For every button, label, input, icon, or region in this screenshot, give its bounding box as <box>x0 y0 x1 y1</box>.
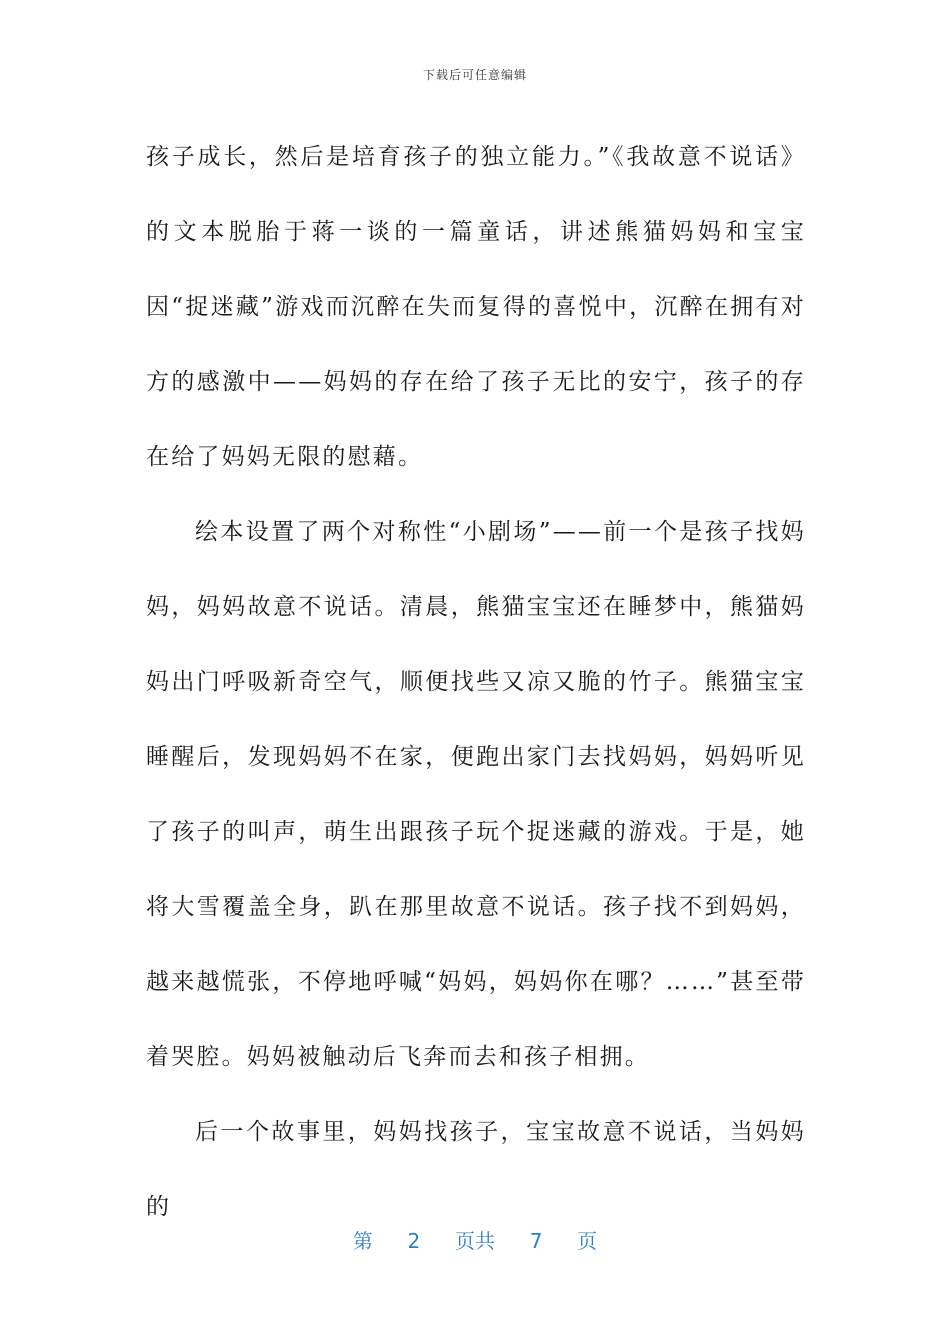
footer-page-word: 第 <box>352 1229 373 1253</box>
paragraph-1: 孩子成长，然后是培育孩子的独立能力。”《我故意不说话》的文本脱胎于蒋一谈的一篇童话，讲述熊猫妈妈和宝宝因“捉迷藏”游戏而沉醉在失而复得的喜悦中，沉醉在拥有对方的感激中——妈妈的存在给了孩子无比的安宁，孩子的存在给了妈妈无限的慰藉。 <box>146 144 806 470</box>
footer-total-word: 页共 <box>455 1229 495 1253</box>
document-body <box>146 120 806 1245</box>
footer-total-pages: 7 <box>529 1229 543 1253</box>
paragraph-3: 后一个故事里，妈妈找孩子，宝宝故意不说话，当妈妈的 <box>146 1119 806 1220</box>
footer-page-suffix: 页 <box>577 1229 598 1253</box>
footer-current-page: 2 <box>407 1229 421 1253</box>
page-footer <box>0 1225 950 1254</box>
paragraph-2: 绘本设置了两个对称性“小剧场”——前一个是孩子找妈妈，妈妈故意不说话。清晨，熊猫宝宝还在睡梦中，熊猫妈妈出门呼吸新奇空气，顺便找些又凉又脆的竹子。熊猫宝宝睡醒后，发现妈妈不在家，便跑出家门去找妈妈，妈妈听见了孩子的叫声，萌生出跟孩子玩个捉迷藏的游戏。于是，她将大雪覆盖全身，趴在那里故意不说话。孩子找不到妈妈，越来越慌张，不停地呼喊“妈妈，妈妈你在哪？……”甚至带着哭腔。妈妈被触动后飞奔而去和孩子相拥。 <box>146 519 806 1070</box>
page-header: 下载后可任意编辑 <box>422 68 527 82</box>
